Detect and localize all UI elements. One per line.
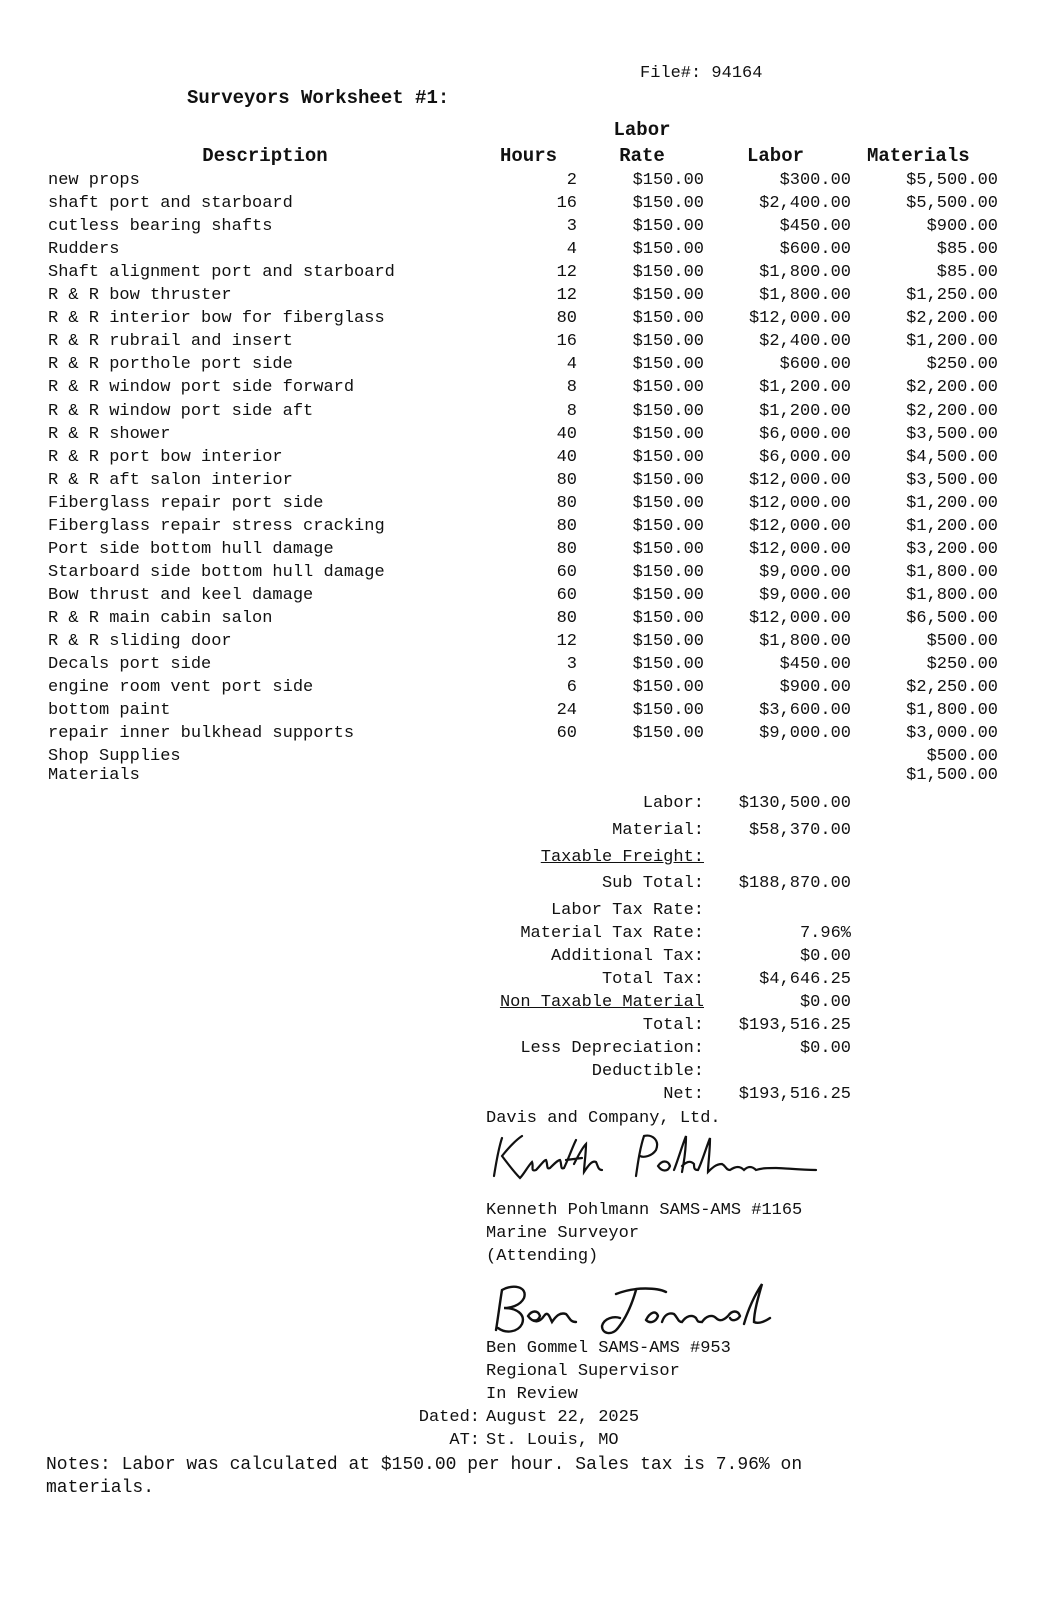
item-description: R & R window port side forward <box>48 378 355 397</box>
table-row <box>0 425 1042 448</box>
item-hours: 16 <box>556 332 577 351</box>
item-materials: $6,500.00 <box>906 609 998 628</box>
totals-value: $130,500.00 <box>738 794 851 813</box>
item-labor: $12,000.00 <box>748 517 851 536</box>
item-labor-rate: $150.00 <box>632 402 704 421</box>
item-labor-rate: $150.00 <box>632 378 704 397</box>
item-materials: $250.00 <box>926 355 998 374</box>
item-materials: $900.00 <box>926 217 998 236</box>
item-materials: $2,250.00 <box>906 678 998 697</box>
item-labor-rate: $150.00 <box>632 609 704 628</box>
item-description: Fiberglass repair stress cracking <box>48 517 385 536</box>
item-hours: 8 <box>566 378 577 397</box>
item-labor: $6,000.00 <box>759 448 851 467</box>
item-labor-rate: $150.00 <box>632 540 704 559</box>
signatory2-line1: Ben Gommel SAMS-AMS #953 <box>486 1339 731 1358</box>
item-description: bottom paint <box>48 701 171 720</box>
totals-value: $0.00 <box>799 947 851 966</box>
labor-rate-header-top: Labor <box>613 119 671 141</box>
item-hours: 40 <box>556 425 577 444</box>
item-description: R & R interior bow for fiberglass <box>48 309 385 328</box>
totals-label: Non Taxable Material <box>499 993 704 1012</box>
totals-label: Sub Total: <box>601 874 704 893</box>
notes-line1: Notes: Labor was calculated at $150.00 per hour. Sales tax is 7.96% on <box>46 1455 803 1475</box>
signatory1-title: Marine Surveyor <box>486 1224 640 1243</box>
item-materials: $1,200.00 <box>906 332 998 351</box>
item-materials: $3,500.00 <box>906 471 998 490</box>
at-label: AT: <box>449 1431 480 1450</box>
table-row <box>0 240 1042 263</box>
totals-label: Total: <box>642 1016 704 1035</box>
totals-label: Deductible: <box>591 1062 704 1081</box>
item-description: R & R bow thruster <box>48 286 232 305</box>
table-row <box>0 286 1042 309</box>
materials-subline-value: $1,500.00 <box>906 766 998 785</box>
item-materials: $85.00 <box>936 240 998 259</box>
table-row <box>0 563 1042 586</box>
table-row <box>0 332 1042 355</box>
dated-label: Dated: <box>418 1408 480 1427</box>
item-labor-rate: $150.00 <box>632 240 704 259</box>
item-description: shaft port and starboard <box>48 194 293 213</box>
totals-value: 7.96% <box>799 924 851 943</box>
item-labor: $9,000.00 <box>759 563 851 582</box>
item-hours: 60 <box>556 586 577 605</box>
totals-label: Taxable Freight: <box>540 848 704 867</box>
labor-header: Labor <box>747 145 805 167</box>
item-labor: $2,400.00 <box>759 332 851 351</box>
item-labor: $12,000.00 <box>748 309 851 328</box>
totals-value: $193,516.25 <box>738 1085 851 1104</box>
item-labor-rate: $150.00 <box>632 309 704 328</box>
item-hours: 80 <box>556 309 577 328</box>
file-number: File#: 94164 <box>640 64 763 83</box>
item-description: Port side bottom hull damage <box>48 540 334 559</box>
item-labor: $12,000.00 <box>748 494 851 513</box>
item-labor: $1,800.00 <box>759 286 851 305</box>
table-row <box>0 355 1042 378</box>
item-materials: $1,200.00 <box>906 517 998 536</box>
item-description: cutless bearing shafts <box>48 217 273 236</box>
item-description: R & R main cabin salon <box>48 609 273 628</box>
item-labor-rate: $150.00 <box>632 355 704 374</box>
item-materials: $500.00 <box>926 632 998 651</box>
item-labor-rate: $150.00 <box>632 332 704 351</box>
item-materials: $250.00 <box>926 655 998 674</box>
item-labor: $12,000.00 <box>748 540 851 559</box>
table-row <box>0 632 1042 655</box>
item-hours: 80 <box>556 471 577 490</box>
item-labor: $300.00 <box>779 171 851 190</box>
item-description: Decals port side <box>48 655 212 674</box>
item-hours: 6 <box>566 678 577 697</box>
item-description: Shaft alignment port and starboard <box>48 263 395 282</box>
item-description: R & R aft salon interior <box>48 471 293 490</box>
table-row <box>0 194 1042 217</box>
table-row <box>0 471 1042 494</box>
item-hours: 24 <box>556 701 577 720</box>
item-labor-rate: $150.00 <box>632 263 704 282</box>
item-hours: 80 <box>556 540 577 559</box>
materials-header: Materials <box>867 145 970 167</box>
item-labor: $900.00 <box>779 678 851 697</box>
item-labor-rate: $150.00 <box>632 586 704 605</box>
item-description: Fiberglass repair port side <box>48 494 324 513</box>
table-row <box>0 171 1042 194</box>
worksheet-title: Surveyors Worksheet #1: <box>187 87 450 109</box>
table-row <box>0 378 1042 401</box>
item-labor: $6,000.00 <box>759 425 851 444</box>
item-materials: $5,500.00 <box>906 194 998 213</box>
totals-value: $193,516.25 <box>738 1016 851 1035</box>
item-hours: 40 <box>556 448 577 467</box>
item-hours: 80 <box>556 517 577 536</box>
item-labor: $1,800.00 <box>759 632 851 651</box>
table-row <box>0 586 1042 609</box>
item-labor-rate: $150.00 <box>632 194 704 213</box>
totals-label: Additional Tax: <box>550 947 704 966</box>
table-row <box>0 494 1042 517</box>
item-labor: $9,000.00 <box>759 724 851 743</box>
item-labor-rate: $150.00 <box>632 724 704 743</box>
dated-value: August 22, 2025 <box>486 1408 640 1427</box>
totals-label: Less Depreciation: <box>520 1039 704 1058</box>
item-materials: $3,200.00 <box>906 540 998 559</box>
table-row <box>0 402 1042 425</box>
item-hours: 12 <box>556 632 577 651</box>
item-hours: 4 <box>566 240 577 259</box>
item-description: R & R shower <box>48 425 171 444</box>
table-row <box>0 448 1042 471</box>
table-row <box>0 517 1042 540</box>
description-header: Description <box>202 145 328 167</box>
table-row <box>0 309 1042 332</box>
table-row <box>0 540 1042 563</box>
item-materials: $3,500.00 <box>906 425 998 444</box>
item-labor-rate: $150.00 <box>632 286 704 305</box>
item-hours: 80 <box>556 609 577 628</box>
totals-value: $0.00 <box>799 993 851 1012</box>
company-name: Davis and Company, Ltd. <box>486 1109 721 1128</box>
item-description: R & R porthole port side <box>48 355 293 374</box>
item-labor-rate: $150.00 <box>632 425 704 444</box>
item-hours: 80 <box>556 494 577 513</box>
totals-value: $0.00 <box>799 1039 851 1058</box>
item-materials: $3,000.00 <box>906 724 998 743</box>
item-description: Rudders <box>48 240 120 259</box>
item-labor: $450.00 <box>779 217 851 236</box>
item-labor: $1,200.00 <box>759 378 851 397</box>
item-description: Starboard side bottom hull damage <box>48 563 385 582</box>
item-labor: $600.00 <box>779 240 851 259</box>
item-description: engine room vent port side <box>48 678 314 697</box>
item-labor-rate: $150.00 <box>632 517 704 536</box>
item-hours: 2 <box>566 171 577 190</box>
item-materials: $2,200.00 <box>906 402 998 421</box>
signatory1-line1: Kenneth Pohlmann SAMS-AMS #1165 <box>486 1201 803 1220</box>
item-description: R & R port bow interior <box>48 448 283 467</box>
totals-value: $188,870.00 <box>738 874 851 893</box>
item-materials: $5,500.00 <box>906 171 998 190</box>
totals-value: $4,646.25 <box>759 970 851 989</box>
table-row <box>0 678 1042 701</box>
item-labor-rate: $150.00 <box>632 171 704 190</box>
item-labor: $3,600.00 <box>759 701 851 720</box>
signature-ben-gommel <box>486 1278 796 1340</box>
totals-label: Material: <box>612 821 704 840</box>
notes-line2: materials. <box>46 1478 155 1498</box>
totals-label: Material Tax Rate: <box>520 924 704 943</box>
item-materials: $500.00 <box>926 747 998 766</box>
item-hours: 12 <box>556 286 577 305</box>
item-labor: $2,400.00 <box>759 194 851 213</box>
item-hours: 16 <box>556 194 577 213</box>
item-labor-rate: $150.00 <box>632 563 704 582</box>
item-hours: 60 <box>556 724 577 743</box>
item-hours: 60 <box>556 563 577 582</box>
item-hours: 3 <box>566 217 577 236</box>
materials-subline-label: Materials <box>48 766 140 785</box>
item-description: Bow thrust and keel damage <box>48 586 314 605</box>
item-labor-rate: $150.00 <box>632 701 704 720</box>
table-row <box>0 263 1042 286</box>
table-row <box>0 724 1042 747</box>
table-row <box>0 655 1042 678</box>
item-hours: 3 <box>566 655 577 674</box>
item-description: R & R sliding door <box>48 632 232 651</box>
item-labor-rate: $150.00 <box>632 655 704 674</box>
totals-value: $58,370.00 <box>748 821 851 840</box>
item-labor: $12,000.00 <box>748 609 851 628</box>
item-labor-rate: $150.00 <box>632 217 704 236</box>
item-materials: $1,250.00 <box>906 286 998 305</box>
totals-label: Labor: <box>642 794 704 813</box>
item-materials: $1,200.00 <box>906 494 998 513</box>
table-row <box>0 701 1042 724</box>
item-labor: $9,000.00 <box>759 586 851 605</box>
table-row <box>0 609 1042 632</box>
totals-label: Labor Tax Rate: <box>550 901 704 920</box>
labor-rate-header-bottom: Rate <box>619 145 665 167</box>
item-labor: $1,200.00 <box>759 402 851 421</box>
item-hours: 12 <box>556 263 577 282</box>
at-value: St. Louis, MO <box>486 1431 619 1450</box>
item-labor-rate: $150.00 <box>632 471 704 490</box>
signatory2-status: In Review <box>486 1385 578 1404</box>
item-labor: $600.00 <box>779 355 851 374</box>
item-labor-rate: $150.00 <box>632 448 704 467</box>
item-description: new props <box>48 171 140 190</box>
item-labor-rate: $150.00 <box>632 632 704 651</box>
item-description: R & R window port side aft <box>48 402 314 421</box>
item-labor-rate: $150.00 <box>632 494 704 513</box>
item-materials: $4,500.00 <box>906 448 998 467</box>
item-materials: $2,200.00 <box>906 378 998 397</box>
item-materials: $1,800.00 <box>906 586 998 605</box>
item-description: repair inner bulkhead supports <box>48 724 355 743</box>
item-materials: $1,800.00 <box>906 563 998 582</box>
signatory1-status: (Attending) <box>486 1247 599 1266</box>
item-description: R & R rubrail and insert <box>48 332 293 351</box>
totals-label: Net: <box>663 1085 704 1104</box>
item-materials: $85.00 <box>936 263 998 282</box>
signatory2-title: Regional Supervisor <box>486 1362 680 1381</box>
item-labor: $1,800.00 <box>759 263 851 282</box>
signature-kenneth-pohlmann <box>486 1130 826 1186</box>
item-hours: 4 <box>566 355 577 374</box>
item-materials: $2,200.00 <box>906 309 998 328</box>
item-hours: 8 <box>566 402 577 421</box>
item-labor: $450.00 <box>779 655 851 674</box>
totals-label: Total Tax: <box>601 970 704 989</box>
item-materials: $1,800.00 <box>906 701 998 720</box>
item-labor-rate: $150.00 <box>632 678 704 697</box>
item-description: Shop Supplies <box>48 747 181 766</box>
table-row <box>0 217 1042 240</box>
item-labor: $12,000.00 <box>748 471 851 490</box>
hours-header: Hours <box>500 145 558 167</box>
